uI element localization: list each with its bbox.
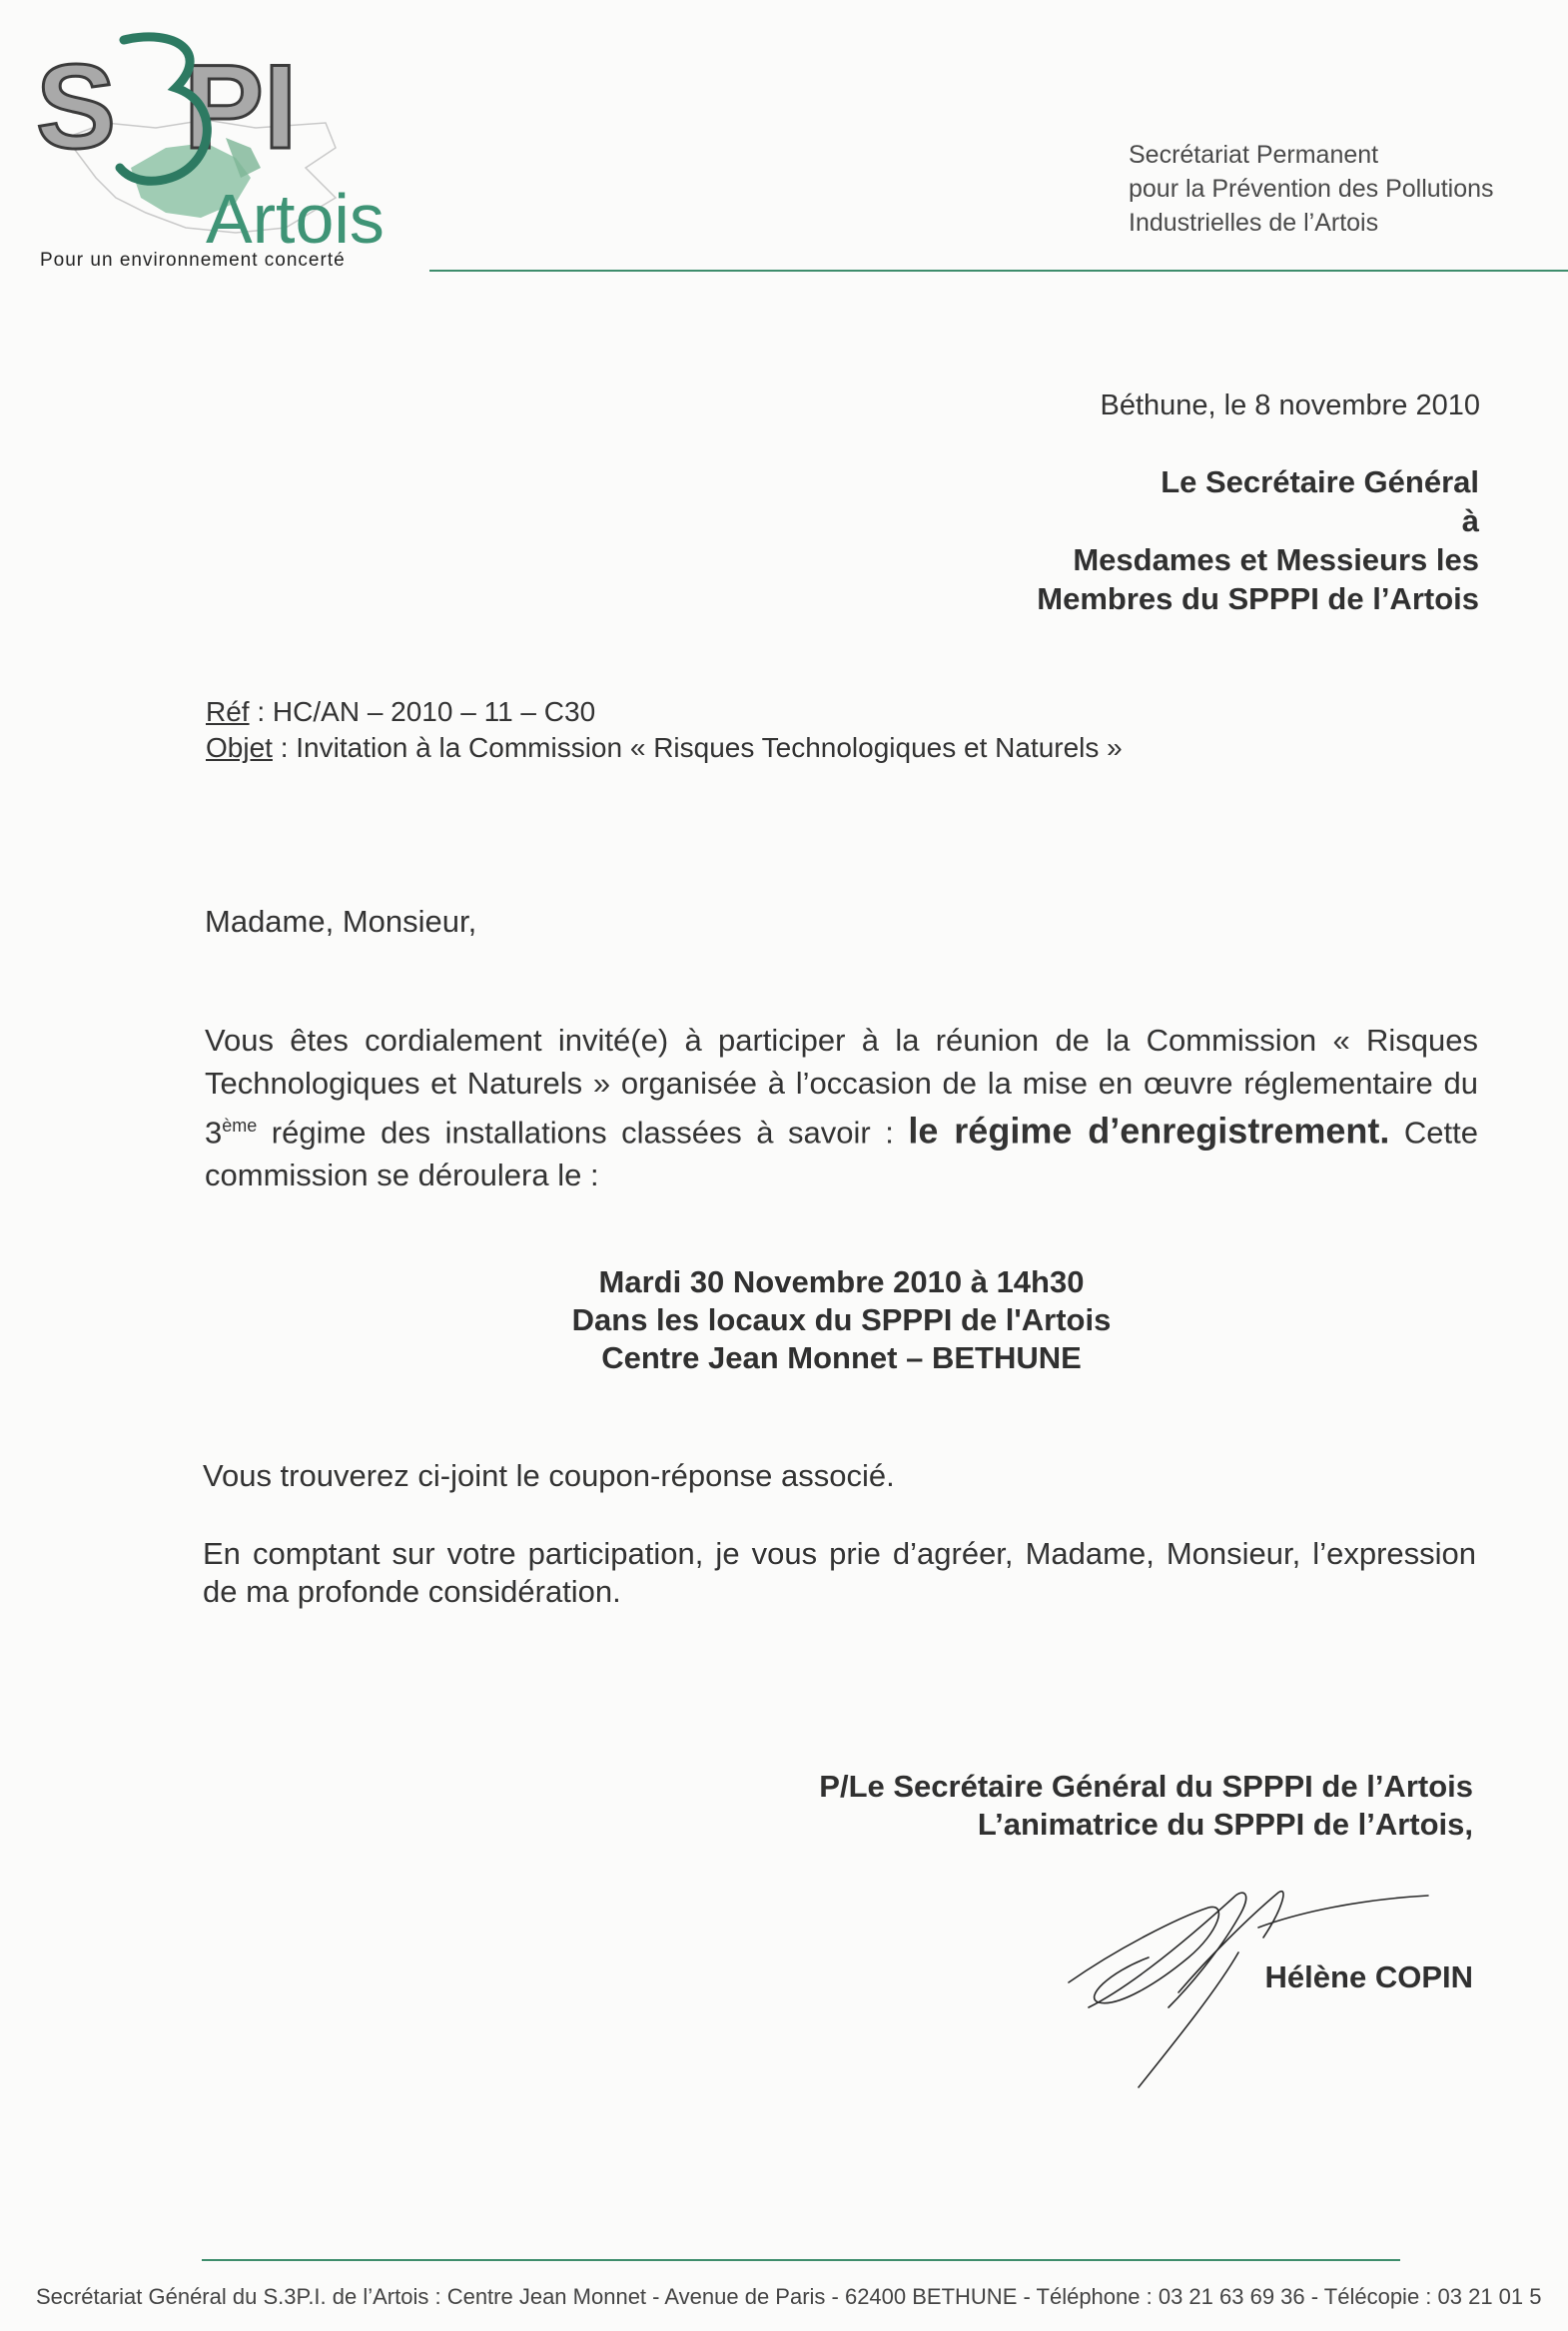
svg-text:S: S <box>36 40 117 174</box>
object-label: Objet <box>206 732 273 763</box>
letter-date: Béthune, le 8 novembre 2010 <box>1100 389 1480 421</box>
ref-value: : HC/AN – 2010 – 11 – C30 <box>249 696 596 727</box>
closing-paragraph: En comptant sur votre participation, je vous prie d’agréer, Madame, Monsieur, l’expression de ma profonde considération. <box>203 1536 1476 1609</box>
meeting-venue: Centre Jean Monnet – BETHUNE <box>601 1340 1082 1375</box>
footer-address: Secrétariat Général du S.3P.I. de l’Artois : Centre Jean Monnet - Avenue de Paris - 62400 BETHUNE - Téléphone : 03 21 63 69 36 - Télécopie : 03 21 01 5 <box>36 2284 1542 2309</box>
meeting-date: Mardi 30 Novembre 2010 à 14h30 <box>598 1264 1085 1299</box>
org-name-line: Industrielles de l’Artois <box>1129 209 1379 237</box>
invitation-paragraph <box>205 1019 1478 1196</box>
org-name-line: pour la Prévention des Pollutions <box>1129 175 1494 203</box>
s3pi-artois-logo <box>36 28 435 278</box>
recipient-line: Membres du SPPPI de l’Artois <box>1037 581 1479 616</box>
recipient-line: Le Secrétaire Général <box>1161 464 1479 499</box>
subject-line <box>206 730 1123 766</box>
signer-name: Hélène COPIN <box>1264 1959 1473 1994</box>
paragraph-text: régime des installations classées à savoir : <box>257 1115 909 1151</box>
svg-text:PI: PI <box>184 40 298 174</box>
paragraph-text: Cette commission se déroulera le : <box>205 1115 1478 1193</box>
ordinal-superscript: ème <box>222 1116 258 1136</box>
footer-divider <box>202 2259 1400 2261</box>
svg-text:Artois: Artois <box>206 180 385 258</box>
handwritten-signature <box>1059 1878 1478 2117</box>
object-value: : Invitation à la Commission « Risques Technologiques et Naturels » <box>272 732 1123 763</box>
salutation: Madame, Monsieur, <box>205 904 477 939</box>
recipient-line: Mesdames et Messieurs les <box>1073 542 1479 577</box>
paragraph-text: Vous êtes cordialement invité(e) à participer à la réunion de la Commission « Risques Technologiques et Naturels » organisée à l’occasion de la mise en œuvre réglementaire du 3 <box>205 1023 1478 1151</box>
coupon-paragraph: Vous trouverez ci-joint le coupon-réponse associé. <box>203 1458 895 1493</box>
recipient-line: à <box>1461 503 1479 538</box>
signature-title-line: P/Le Secrétaire Général du SPPPI de l’Artois <box>819 1769 1473 1804</box>
ref-label: Réf <box>206 696 250 727</box>
emphasis-text: le régime d’enregistrement. <box>908 1110 1390 1152</box>
header-divider <box>429 270 1568 272</box>
reference-line <box>206 694 1123 730</box>
recipient-block <box>1037 462 1479 618</box>
org-name-line: Secrétariat Permanent <box>1129 141 1379 169</box>
meeting-location: Dans les locaux du SPPPI de l'Artois <box>571 1302 1112 1337</box>
meeting-details <box>205 1263 1478 1377</box>
signature-title-line: L’animatrice du SPPPI de l’Artois, <box>977 1807 1473 1842</box>
logo-tagline: Pour un environnement concerté <box>40 250 346 271</box>
signature-block <box>819 1768 1473 1844</box>
organization-name <box>1129 138 1494 240</box>
reference-block <box>206 694 1123 766</box>
